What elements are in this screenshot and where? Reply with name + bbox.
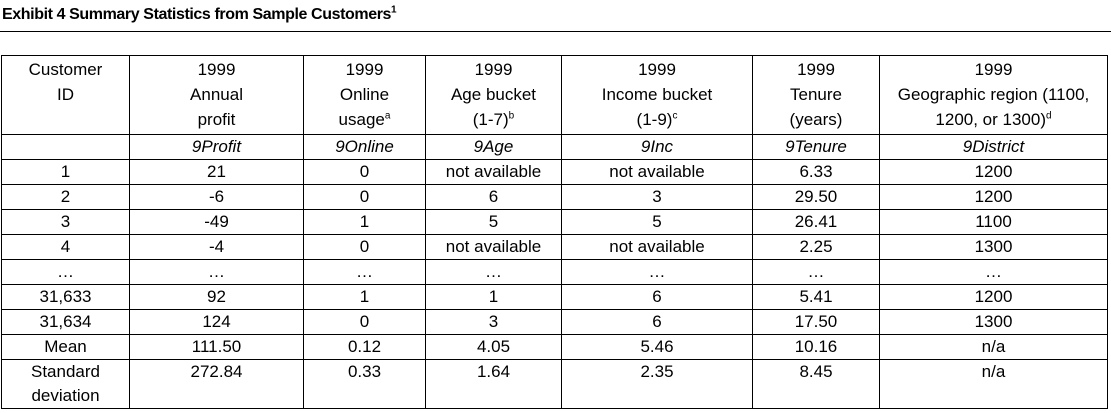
table-cell: 1200 bbox=[880, 160, 1108, 185]
table-cell: 0 bbox=[304, 310, 426, 335]
exhibit-title bbox=[2, 6, 396, 24]
header-tenure: 1999 Tenure (years) bbox=[753, 56, 880, 135]
table-cell: 0 bbox=[304, 185, 426, 210]
table-row bbox=[2, 285, 1108, 310]
header-income-bucket: 1999 Income bucket $(1-9)^c$ bbox=[562, 56, 753, 135]
table-cell: not available bbox=[426, 235, 562, 260]
table-cell: 2.35 bbox=[562, 360, 753, 409]
header-age-bucket: 1999 Age bucket $(1-7)^b$ bbox=[426, 56, 562, 135]
table-cell: … bbox=[880, 260, 1108, 285]
standard-deviation-row bbox=[2, 360, 1108, 409]
table-cell: 92 bbox=[130, 285, 304, 310]
footnote-marker-a: a bbox=[384, 110, 391, 122]
table-cell: 10.16 bbox=[753, 335, 880, 360]
table-cell: 2.25 bbox=[753, 235, 880, 260]
table-cell: not available bbox=[562, 160, 753, 185]
table-cell: 1300 bbox=[880, 310, 1108, 335]
table-cell: 111.50 bbox=[130, 335, 304, 360]
table-cell: … bbox=[753, 260, 880, 285]
table-row bbox=[2, 310, 1108, 335]
table-cell: 272.84 bbox=[130, 360, 304, 409]
table-cell: 6 bbox=[562, 285, 753, 310]
variable-name-row bbox=[2, 135, 1108, 160]
table-cell: 1 bbox=[426, 285, 562, 310]
table-cell: 1200 bbox=[880, 285, 1108, 310]
footnote-marker-c: c bbox=[672, 110, 678, 122]
table-cell: 31,634 bbox=[2, 310, 130, 335]
table-cell: … bbox=[130, 260, 304, 285]
variable-name-cell: 9Inc bbox=[562, 135, 753, 160]
table-cell: 1 bbox=[304, 285, 426, 310]
table-cell: … bbox=[426, 260, 562, 285]
summary-statistics-table bbox=[1, 55, 1108, 409]
table-cell: -49 bbox=[130, 210, 304, 235]
header-online-usage: 1999 Online usage$^a$ bbox=[304, 56, 426, 135]
table-cell: 26.41 bbox=[753, 210, 880, 235]
variable-name-cell: 9Age bbox=[426, 135, 562, 160]
title-footnote-marker: 1 bbox=[391, 4, 397, 16]
table-cell: -6 bbox=[130, 185, 304, 210]
table-cell: n/a bbox=[880, 335, 1108, 360]
mean-row bbox=[2, 335, 1108, 360]
variable-name-cell: 9Profit bbox=[130, 135, 304, 160]
table-cell: 6.33 bbox=[753, 160, 880, 185]
variable-name-cell: 9Online bbox=[304, 135, 426, 160]
table-cell: 1100 bbox=[880, 210, 1108, 235]
table-cell: 0 bbox=[304, 160, 426, 185]
variable-name-cell: 9Tenure bbox=[753, 135, 880, 160]
table-cell: n/a bbox=[880, 360, 1108, 409]
table-cell: … bbox=[304, 260, 426, 285]
table-cell: not available bbox=[562, 235, 753, 260]
table-cell: 29.50 bbox=[753, 185, 880, 210]
table-cell: 0.33 bbox=[304, 360, 426, 409]
header-customer-id: Customer ID bbox=[2, 56, 130, 135]
table-cell: 4 bbox=[2, 235, 130, 260]
table-cell: … bbox=[562, 260, 753, 285]
table-row bbox=[2, 235, 1108, 260]
footnote-marker-b: b bbox=[508, 110, 515, 122]
table-cell: 17.50 bbox=[753, 310, 880, 335]
table-cell: 5.41 bbox=[753, 285, 880, 310]
table-cell: 3 bbox=[2, 210, 130, 235]
table-cell: 2 bbox=[2, 185, 130, 210]
table-cell: 4.05 bbox=[426, 335, 562, 360]
table-cell: 1 bbox=[2, 160, 130, 185]
table-cell: 3 bbox=[562, 185, 753, 210]
table-row bbox=[2, 210, 1108, 235]
exhibit-title-text: Exhibit 4 Summary Statistics from Sample Customers bbox=[2, 6, 392, 23]
table-cell: 5 bbox=[562, 210, 753, 235]
table-row bbox=[2, 160, 1108, 185]
table-cell: not available bbox=[426, 160, 562, 185]
table-row-ellipsis bbox=[2, 260, 1108, 285]
table-cell: 0 bbox=[304, 235, 426, 260]
table-row bbox=[2, 185, 1108, 210]
column-header-row bbox=[2, 56, 1108, 135]
header-annual-profit: 1999 Annual profit bbox=[130, 56, 304, 135]
table-cell: 5 bbox=[426, 210, 562, 235]
table-cell: 6 bbox=[426, 185, 562, 210]
table-cell: … bbox=[2, 260, 130, 285]
footnote-marker-d: d bbox=[1046, 110, 1052, 122]
table-cell: 3 bbox=[426, 310, 562, 335]
variable-name-cell: 9District bbox=[880, 135, 1108, 160]
table-cell: 8.45 bbox=[753, 360, 880, 409]
title-divider bbox=[0, 31, 1111, 32]
table-cell: 31,633 bbox=[2, 285, 130, 310]
header-geographic-region: 1999 Geographic region (1100, 1200, or 1300)$^d$ bbox=[880, 56, 1108, 135]
table-cell: 1 bbox=[304, 210, 426, 235]
table-cell: 21 bbox=[130, 160, 304, 185]
table-cell: Mean bbox=[2, 335, 130, 360]
table-cell: 5.46 bbox=[562, 335, 753, 360]
table-cell: 0.12 bbox=[304, 335, 426, 360]
table-cell: 1200 bbox=[880, 185, 1108, 210]
table-cell: 124 bbox=[130, 310, 304, 335]
table-cell: 1.64 bbox=[426, 360, 562, 409]
sd-label-cell: Standard deviation bbox=[2, 360, 130, 409]
variable-name-cell bbox=[2, 135, 130, 160]
table-cell: 1300 bbox=[880, 235, 1108, 260]
table-cell: -4 bbox=[130, 235, 304, 260]
table-cell: 6 bbox=[562, 310, 753, 335]
